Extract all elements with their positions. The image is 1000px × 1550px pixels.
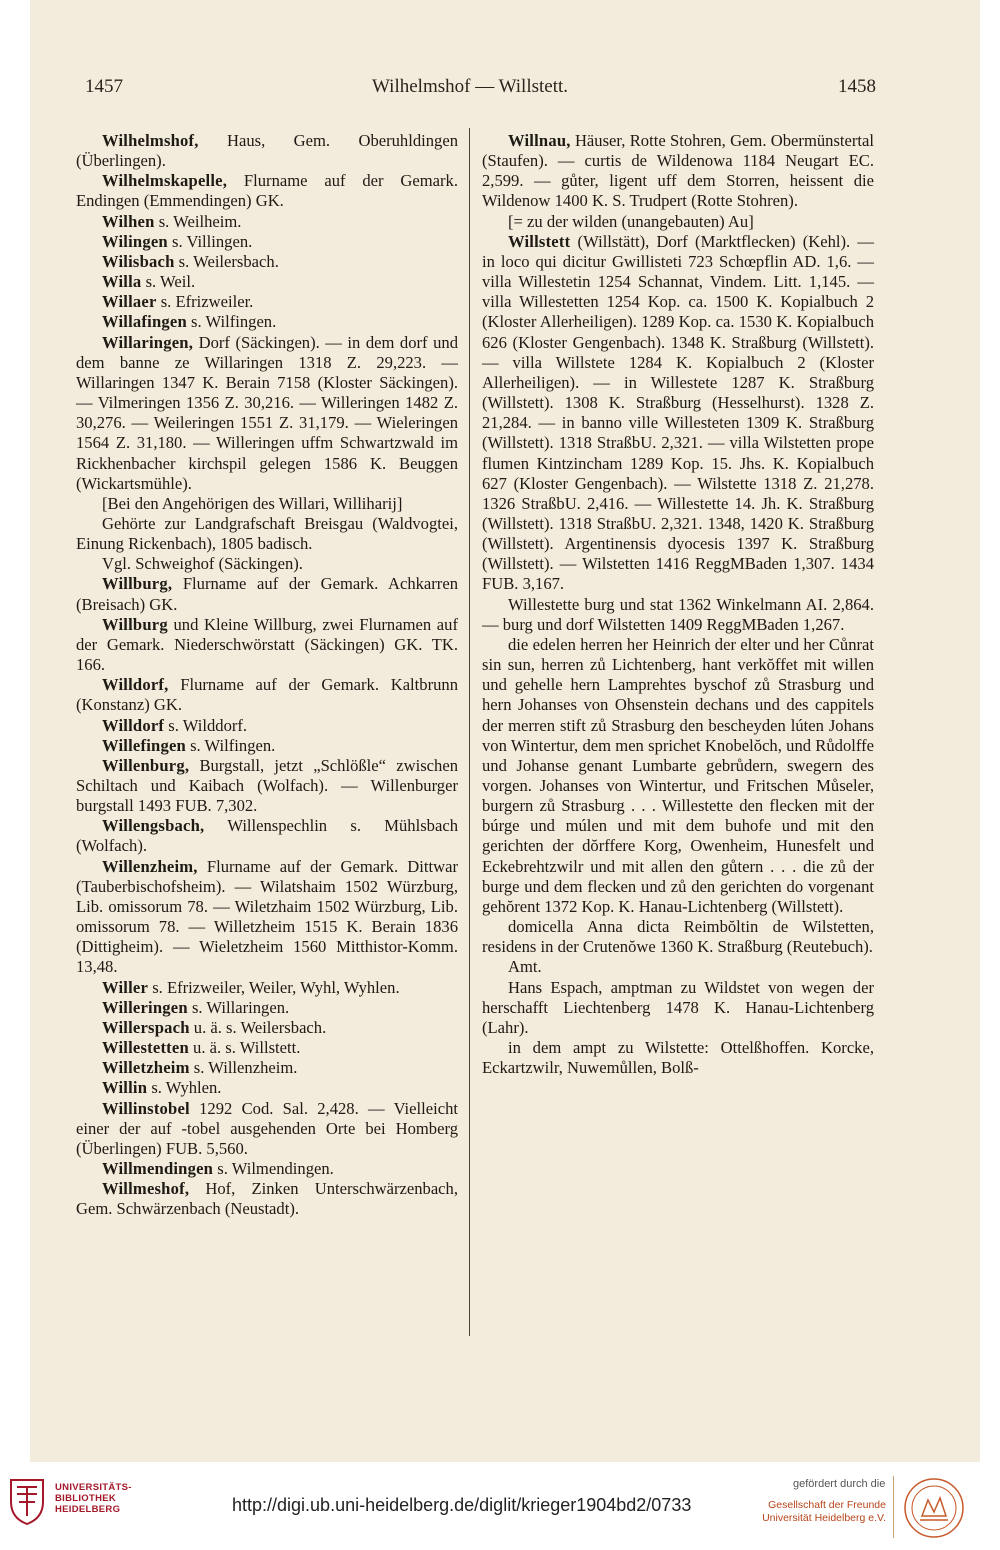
entry-text: s. Weil. bbox=[141, 272, 196, 292]
entry-text: (Willstätt), Dorf (Marktflecken) (Kehl). — in loco qui dicitur Gwillisteti 723 Schœpflin AD. 1,6. — villa Willestetin 1254 Schannat, Vindem. Litt. 1,145. — villa Willestetten 1254 Kop. ca. 1500 K. Kopialbuch 2 (Kloster Allerheiligen). 1289 Kop. ca. 1530 K. Kopialbuch 626 (Kloster Gengenbach). 1348 K. Straßburg (Willstett). — villa Willstete 1284 K. Kopialbuch 2 (Kloster Allerheiligen). — in Willestete 1287 K. Straßburg (Willstett). 1308 K. Straßburg (Hesselhurst). 1328 Z. 21,284. — in banno ville Willesteten 1309 K. Straßburg (Willstett). 1318 StraßbU. 2,321. — villa Wilstetten prope flumen Kintzincham 1289 Kop. 15. Jhs. K. Kopialbuch 627 (Kloster Gengenbach). — Wilstette 1318 Z. 21,278. 1326 StraßbU. 2,416. — Willestette 14. Jh. K. Straßburg (Willstett). 1318 StraßbU. 2,321. 1348, 1420 K. Straßburg (Willstett). Argentinensis dyocesis 1397 K. Straßburg (Willstett). — Wilstetten 1416 ReggMBaden 1,307. 1434 FUB. 3,167. bbox=[482, 231, 874, 594]
right-column bbox=[482, 131, 874, 1078]
page-number-right: 1458 bbox=[838, 76, 876, 97]
entry-headword: Willin bbox=[102, 1078, 148, 1098]
university-library-crest-icon bbox=[8, 1476, 46, 1526]
society-logo-text[interactable] bbox=[762, 1499, 886, 1525]
entry-text: s. Wilmendingen. bbox=[213, 1158, 334, 1178]
page-number-left: 1457 bbox=[85, 76, 123, 97]
ub-line-1: UNIVERSITÄTS- bbox=[55, 1482, 132, 1493]
entry-text: und Kleine Willburg, zwei Flurnamen auf der Gemark. Niederschwörstatt (Säckingen) GK. TK. 166. bbox=[76, 614, 458, 675]
entry-text: s. Wilfingen. bbox=[186, 312, 277, 332]
entry-paragraph bbox=[482, 635, 874, 917]
entry-paragraph bbox=[482, 595, 874, 635]
viewer-footer bbox=[0, 1462, 1000, 1550]
entry-paragraph bbox=[76, 554, 458, 574]
entry-paragraph bbox=[76, 998, 458, 1018]
entry-headword: Willnau, bbox=[508, 131, 571, 150]
entry-text: u. ä. s. Weilersbach. bbox=[189, 1017, 327, 1037]
ub-line-2: BIBLIOTHEK bbox=[55, 1493, 117, 1504]
running-title: Wilhelmshof — Willstett. bbox=[372, 76, 569, 97]
entry-text: Haus, Gem. Oberuhldingen (Überlingen). bbox=[76, 131, 458, 171]
entry-headword: Willaringen, bbox=[102, 332, 194, 352]
entry-text: in dem ampt zu Wilstette: Ottelßhoffen. Korcke, Eckartzwilr, Nuwemůllen, Bolß- bbox=[482, 1038, 874, 1078]
entry-paragraph bbox=[76, 857, 458, 978]
entry-text: 1292 Cod. Sal. 2,428. — Vielleicht einer der auf -tobel ausgehenden Orte bei Homberg (Überlingen) FUB. 5,560. bbox=[76, 1098, 458, 1158]
university-library-logo-text[interactable] bbox=[55, 1482, 132, 1515]
entry-paragraph bbox=[76, 1099, 458, 1159]
entry-headword: Willafingen bbox=[102, 312, 187, 332]
entry-paragraph bbox=[76, 514, 458, 554]
entry-headword: Wilingen bbox=[102, 231, 168, 251]
entry-headword: Wilhelmskapelle, bbox=[102, 171, 228, 191]
funded-by-label: gefördert durch die bbox=[793, 1478, 886, 1490]
entry-text: s. Efrizweiler, Weiler, Wyhl, Wyhlen. bbox=[148, 977, 400, 997]
entry-headword: Willinstobel bbox=[102, 1098, 190, 1118]
entry-text: Dorf (Säckingen). — in dem dorf und dem banne ze Willaringen 1318 Z. 29,223. — Willaringen 1347 K. Berain 7158 (Kloster Säckingen). — Vilmeringen 1356 Z. 30,216. — Willeringen 1482 Z. 30,276. — Weileringen 1551 Z. 31,179. — Wieleringen 1564 Z. 31,180. — Willeringen uffm Schwartzwald im Rickhenbacher kirchspil gelegen 1586 K. Beuggen (Wickartsmühle). bbox=[76, 332, 458, 493]
entry-paragraph bbox=[76, 1038, 458, 1058]
entry-headword: Willengsbach, bbox=[102, 816, 205, 836]
entry-headword: Willefingen bbox=[102, 735, 186, 755]
entry-paragraph bbox=[76, 232, 458, 252]
entry-text: Flurname auf der Gemark. Kaltbrunn (Konstanz) GK. bbox=[76, 675, 458, 715]
entry-headword: Willer bbox=[102, 977, 149, 997]
entry-headword: Willa bbox=[102, 272, 142, 292]
society-seal-icon bbox=[902, 1476, 966, 1540]
entry-headword: Willmendingen bbox=[102, 1158, 214, 1178]
entry-text: [Bei den Angehörigen des Willari, Williharij] bbox=[102, 493, 403, 513]
entry-headword: Wilisbach bbox=[102, 251, 175, 271]
entry-headword: Willdorf, bbox=[102, 675, 169, 695]
entry-text: Willenspechlin s. Mühlsbach (Wolfach). bbox=[76, 816, 458, 856]
entry-text: Amt. bbox=[508, 957, 542, 977]
entry-text: die edelen herren her Heinrich der elter und her Cůnrat sin sun, herren zů Lichtenberg, hant verkŏffet mit willen und gehelle hern Lamprehtes byschof zů Strasburg und hern Johanses von Ohsenstein dechans und des cappitels der merren stift zů Strasburg den bescheyden lúten Johans von Wintertur, dem men sprichet Knobelŏch, und Růdolffe und Johanse genant Lumbarte gebrůdern, swegern des vorgen. Johanses von Wintertur, und Fritschen Můseler, burgern zů Strasburg . . . Willestette den flecken mit der búrge und múlen und mit dem buhofe und mit den gerichten der dŏrffere Korg, Owenheim, Hunesfelt und Eckebrehtzwilr und mit allen den gůtern . . . die zů der burge und dem flecken und zů den gerichten do vorgenant gehŏrent 1372 Kop. K. Hanau-Lichtenberg (Willstett). bbox=[482, 634, 874, 916]
entry-text: Willestette burg und stat 1362 Winkelmann AI. 2,864. — burg und dorf Wilstetten 1409 ReggMBaden 1,267. bbox=[482, 594, 874, 634]
entry-headword: Willetzheim bbox=[102, 1058, 190, 1078]
entry-paragraph bbox=[76, 1159, 458, 1179]
entry-headword: Willenburg, bbox=[102, 755, 190, 775]
entry-text: s. Weilheim. bbox=[154, 211, 242, 231]
entry-paragraph bbox=[76, 494, 458, 514]
entry-headword: Willestetten bbox=[102, 1038, 189, 1058]
entry-headword: Willeringen bbox=[102, 997, 188, 1017]
entry-paragraph bbox=[76, 978, 458, 998]
entry-text: s. Wyhlen. bbox=[147, 1078, 222, 1098]
entry-text: [= zu der wilden (unangebauten) Au] bbox=[508, 211, 754, 231]
entry-headword: Willmeshof, bbox=[102, 1179, 190, 1199]
entry-paragraph bbox=[482, 917, 874, 957]
entry-paragraph bbox=[76, 675, 458, 715]
entry-headword: Willenzheim, bbox=[102, 856, 198, 876]
society-divider bbox=[893, 1476, 894, 1538]
entry-headword: Willburg bbox=[102, 614, 168, 634]
entry-paragraph bbox=[76, 1179, 458, 1219]
entry-headword: Willburg, bbox=[102, 574, 173, 594]
entry-paragraph bbox=[76, 312, 458, 332]
entry-text: s. Willaringen. bbox=[187, 997, 290, 1017]
entry-text: s. Weilersbach. bbox=[174, 251, 279, 271]
entry-paragraph bbox=[482, 1038, 874, 1078]
entry-text: s. Wilddorf. bbox=[164, 715, 248, 735]
entry-paragraph bbox=[76, 1058, 458, 1078]
column-divider bbox=[469, 128, 470, 1336]
entry-paragraph bbox=[76, 736, 458, 756]
entry-paragraph bbox=[76, 574, 458, 614]
entry-text: s. Villingen. bbox=[167, 231, 253, 251]
entry-text: s. Willenzheim. bbox=[189, 1058, 298, 1078]
entry-text: Flurname auf der Gemark. Endingen (Emmendingen) GK. bbox=[76, 171, 458, 211]
entry-paragraph bbox=[482, 978, 874, 1038]
entry-paragraph bbox=[482, 212, 874, 232]
entry-headword: Wilhen bbox=[102, 211, 155, 231]
entry-text: Vgl. Schweighof (Säckingen). bbox=[102, 554, 303, 574]
entry-text: s. Wilfingen. bbox=[185, 735, 276, 755]
entry-headword: Wilhelmshof, bbox=[102, 131, 199, 150]
entry-headword: Willstett bbox=[508, 231, 571, 251]
entry-paragraph bbox=[482, 957, 874, 977]
entry-paragraph bbox=[76, 252, 458, 272]
permalink-url[interactable]: http://digi.ub.uni-heidelberg.de/diglit/krieger1904bd2/0733 bbox=[232, 1495, 692, 1515]
entry-paragraph bbox=[76, 816, 458, 856]
entry-paragraph bbox=[76, 272, 458, 292]
entry-text: Flurname auf der Gemark. Dittwar (Tauberbischofsheim). — Wilatshaim 1502 Würzburg, Lib. omissorum 78. — Wiletzhaim 1502 Würzburg, Lib. omissorum 78. — Willetzheim 1515 K. Berain 1836 (Dittigheim). — Wieletzheim 1560 Mitthistor-Komm. 13,48. bbox=[76, 856, 458, 977]
entry-paragraph bbox=[482, 232, 874, 595]
entry-text: Häuser, Rotte Stohren, Gem. Obermünstertal (Staufen). — curtis de Wildenowa 1184 Neugart EC. 2,599. — gůter, ligent uff dem Storren, heissent die Wildenow 1400 K. S. Trudpert (Rotte Stohren). bbox=[482, 131, 874, 211]
entry-paragraph bbox=[76, 212, 458, 232]
entry-text: u. ä. s. Willstett. bbox=[188, 1038, 301, 1058]
entry-text: s. Efrizweiler. bbox=[156, 292, 254, 312]
entry-headword: Willerspach bbox=[102, 1017, 190, 1037]
entry-paragraph bbox=[482, 131, 874, 212]
left-column bbox=[76, 131, 458, 1219]
society-line-2: Universität Heidelberg e.V. bbox=[762, 1512, 886, 1524]
entry-text: Gehörte zur Landgrafschaft Breisgau (Waldvogtei, Einung Rickenbach), 1805 badisch. bbox=[76, 513, 458, 554]
entry-paragraph bbox=[76, 1078, 458, 1098]
entry-paragraph bbox=[76, 171, 458, 211]
society-line-1: Gesellschaft der Freunde bbox=[768, 1499, 886, 1511]
entry-paragraph bbox=[76, 615, 458, 675]
entry-text: Hof, Zinken Unterschwärzenbach, Gem. Schwärzenbach (Neustadt). bbox=[76, 1179, 458, 1219]
entry-paragraph bbox=[76, 333, 458, 494]
entry-paragraph bbox=[76, 131, 458, 171]
entry-text: Hans Espach, amptman zu Wildstet von wegen der herschafft Liechtenberg 1478 K. Hanau-Lichtenberg (Lahr). bbox=[482, 977, 874, 1037]
entry-paragraph bbox=[76, 292, 458, 312]
entry-paragraph bbox=[76, 716, 458, 736]
entry-text: Flurname auf der Gemark. Achkarren (Breisach) GK. bbox=[76, 574, 458, 614]
entry-headword: Willaer bbox=[102, 292, 157, 312]
entry-paragraph bbox=[76, 756, 458, 816]
ub-line-3: HEIDELBERG bbox=[55, 1504, 121, 1515]
entry-paragraph bbox=[76, 1018, 458, 1038]
entry-text: domicella Anna dicta Reimbŏltin de Wilstetten, residens in der Crutenŏwe 1360 K. Straßburg (Reutebuch). bbox=[482, 917, 874, 957]
entry-headword: Willdorf bbox=[102, 715, 165, 735]
entry-text: Burgstall, jetzt „Schlößle“ zwischen Schiltach und Kaibach (Wolfach). — Willenburger burgstall 1493 FUB. 7,302. bbox=[76, 755, 458, 816]
